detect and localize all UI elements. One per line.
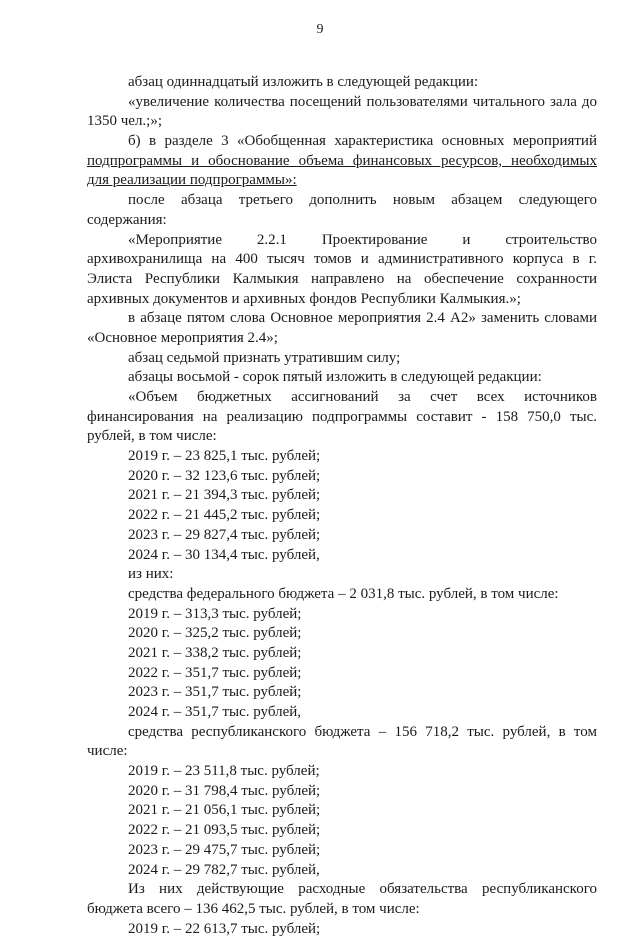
text-line: 2019 г. – 313,3 тыс. рублей; [128,605,302,622]
text-line: 2022 г. – 21 445,2 тыс. рублей; [128,507,321,524]
text-line: 2021 г. – 21 056,1 тыс. рублей; [128,802,321,819]
text-line: 2020 г. – 32 123,6 тыс. рублей; [128,467,321,484]
text-line: 2019 г. – 23 511,8 тыс. рублей; [128,763,320,780]
text-line: 1350 чел.;»; [87,113,163,130]
text-line: Элиста Республики Калмыкия направлено на обеспечение сохранности [87,270,597,287]
text-line: средства федерального бюджета – 2 031,8 тыс. рублей, в том числе: [128,585,559,602]
document-body [87,73,597,939]
text-line: содержания: [87,211,167,228]
text-line: 2020 г. – 31 798,4 тыс. рублей; [128,782,321,799]
text-line: средства республиканского бюджета – 156 718,2 тыс. рублей, в том [128,723,597,740]
text-line: «Объем бюджетных ассигнований за счет всех источников [128,389,597,405]
text-line: в абзаце пятом слова Основное мероприятия 2.4 А2» заменить словами [128,310,597,327]
text-line: рублей, в том числе: [87,428,217,445]
text-line: 2019 г. – 22 613,7 тыс. рублей; [128,920,321,937]
text-line: подпрограммы и обоснование объема финансовых ресурсов, необходимых [87,152,597,169]
text-line: 2023 г. – 351,7 тыс. рублей; [128,684,302,701]
text-line: абзац одиннадцатый изложить в следующей редакции: [128,74,479,90]
text-line: 2021 г. – 338,2 тыс. рублей; [128,644,302,661]
text-line: абзац седьмой признать утратившим силу; [128,349,401,366]
text-line: архивных документов и архивных фондов Республики Калмыкия.»; [87,290,521,307]
text-line: 2020 г. – 325,2 тыс. рублей; [128,625,302,642]
text-line: Из них действующие расходные обязательства республиканского [128,881,597,898]
text-line: «Основное мероприятия 2.4»; [87,329,278,346]
text-line: 2021 г. – 21 394,3 тыс. рублей; [128,487,321,504]
text-line: финансирования на реализацию подпрограммы составит - 158 750,0 тыс. [87,408,597,425]
text-line: из них: [128,566,174,583]
text-line: 2024 г. – 29 782,7 тыс. рублей, [128,861,320,878]
text-line: абзацы восьмой - сорок пятый изложить в следующей редакции: [128,369,542,386]
page-number: 9 [316,22,324,37]
text-line: после абзаца третьего дополнить новым абзацем следующего [128,192,597,209]
text-line: «Мероприятие 2.2.1 Проектирование и строительство [128,231,597,248]
text-line: 2022 г. – 351,7 тыс. рублей; [128,664,302,681]
text-line: 2019 г. – 23 825,1 тыс. рублей; [128,448,321,465]
text-line: 2024 г. – 30 134,4 тыс. рублей, [128,546,320,563]
text-line: архивохранилища на 400 тысяч томов и административного корпуса в г. [87,251,597,268]
text-line: 2023 г. – 29 827,4 тыс. рублей; [128,526,321,543]
text-line: 2022 г. – 21 093,5 тыс. рублей; [128,822,321,839]
text-line: для реализации подпрограммы»: [87,172,297,189]
text-line: «увеличение количества посещений пользователями читального зала до [128,93,597,110]
text-line: бюджета всего – 136 462,5 тыс. рублей, в том числе: [87,900,420,917]
text-line: 2024 г. – 351,7 тыс. рублей, [128,704,302,720]
text-line: числе: [87,743,128,760]
text-line: 2023 г. – 29 475,7 тыс. рублей; [128,841,321,858]
text-line: б) в разделе 3 «Обобщенная характеристика основных мероприятий [128,133,597,150]
